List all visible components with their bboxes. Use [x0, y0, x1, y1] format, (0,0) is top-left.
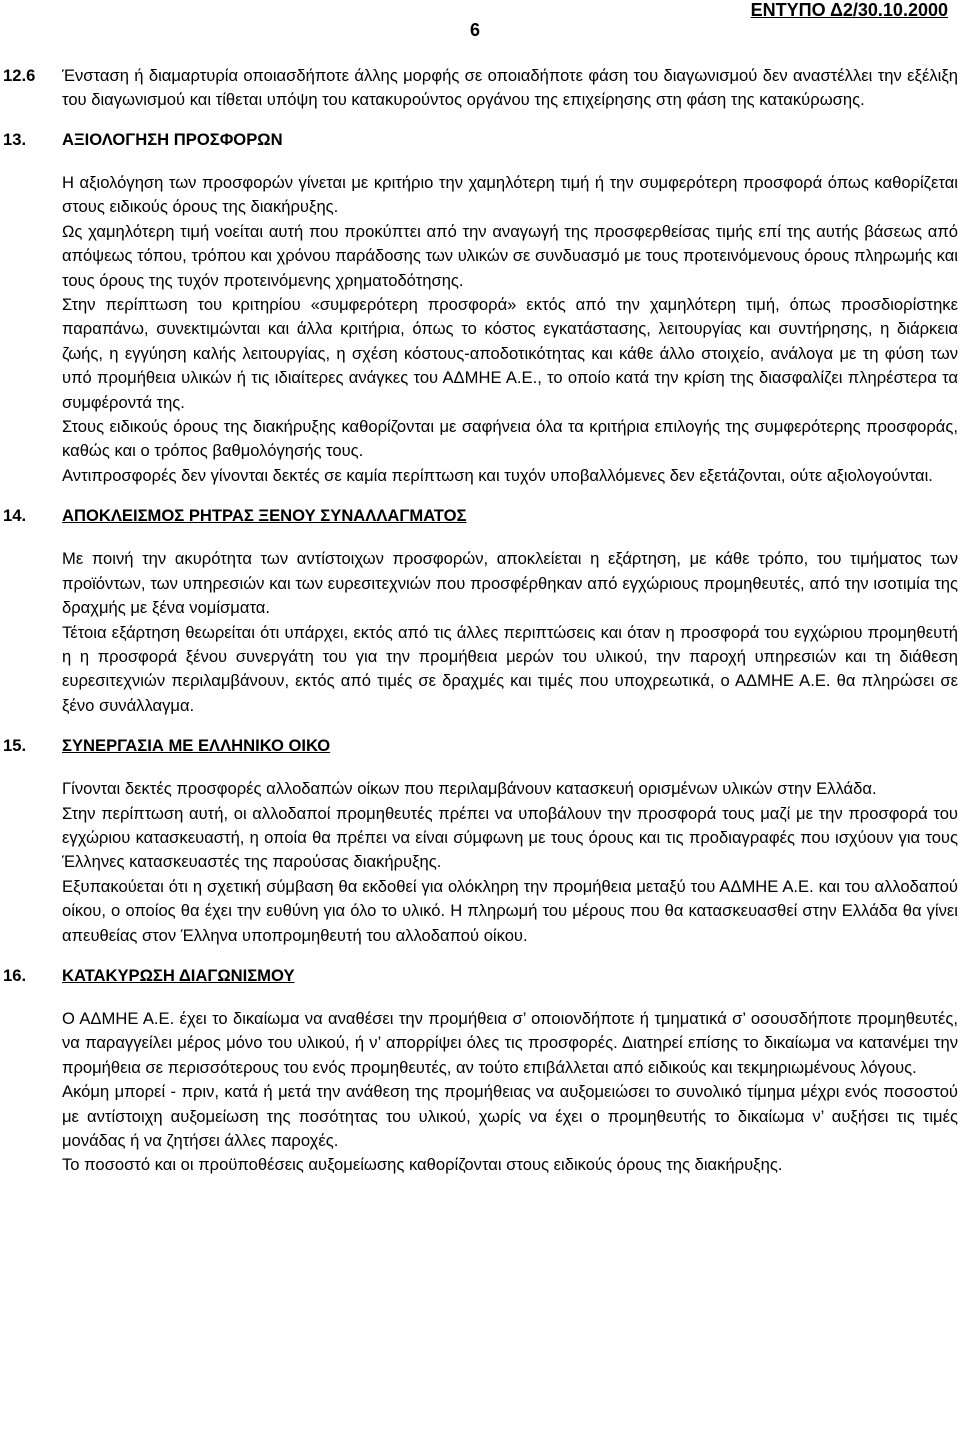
section-title: ΑΞΙΟΛΟΓΗΣΗ ΠΡΟΣΦΟΡΩΝ: [62, 130, 283, 149]
paragraph: Εξυπακούεται ότι η σχετική σύμβαση θα εκδοθεί για ολόκληρη την προμήθεια μεταξύ του ΑΔΜΗΕ Α.Ε. και του αλλοδαπού οίκου, ο οποίος θα έχει την ευθύνη για όλο το υλικό. Η πληρωμή του μέρους που θα κατασκευασθεί στην Ελλάδα θα γίνει απευθείας στον Έλληνα υποπρομηθευτή του αλλοδαπού οίκου.: [62, 876, 958, 945]
paragraph: Στους ειδικούς όρους της διακήρυξης καθορίζονται με σαφήνεια όλα τα κριτήρια επιλογής της συμφερότερης προσφοράς, καθώς και ο τρόπος βαθμολόγησής τους.: [62, 417, 958, 461]
paragraph: Αντιπροσφορές δεν γίνονται δεκτές σε καμία περίπτωση και τυχόν υποβαλλόμενες δεν εξετάζονται, ούτε αξιολογούνται.: [62, 465, 933, 485]
section-number: 16.: [3, 965, 27, 985]
paragraph: Τέτοια εξάρτηση θεωρείται ότι υπάρχει, εκτός από τις άλλες περιπτώσεις και όταν η προσφορά του εγχώριου προμηθευτή η η προσφορά ξένου συνεργάτη του για την προμήθεια μερών του υλικού, την παροχή υπηρεσιών και τη διάθεση ευρεσιτεχνιών περιλαμβάνουν, εκτός από τιμές σε δραχμές και τιμές που υποχρεωτικά, ο ΑΔΜΗΕ Α.Ε. θα πληρώσει σε ξένο συνάλλαγμα.: [62, 622, 958, 715]
paragraph: Ο ΑΔΜΗΕ Α.Ε. έχει το δικαίωμα να αναθέσει την προμήθεια σ’ οποιονδήποτε ή τμηματικά σ’ οσουσδήποτε προμηθευτές, να παραγγείλει μέρος μόνο του υλικού, ή ν’ απορρίψει όλες τις προσφορές. Διατηρεί επίσης το δικαίωμα να κατανέμει την προμήθεια σε περισσότερους του ενός προμηθευτές, αν τούτο επιβάλλεται από ειδικούς και τεκμηριωμένους λόγους.: [62, 1008, 958, 1077]
section-15-heading: [3, 734, 958, 758]
document-content: [3, 64, 958, 1178]
section-14-heading: [3, 504, 958, 528]
section-number: 15.: [3, 736, 27, 756]
section-13-heading: [3, 128, 958, 152]
section-14-body: [62, 547, 958, 718]
paragraph: Ως χαμηλότερη τιμή νοείται αυτή που προκύπτει από την αναγωγή της προσφερθείσας τιμής επί της αυτής βάσεως από απόψεως τόπου, τρόπου και χρόνου παράδοσης των υλικών σε συνδυασμό με τους προτεινόμενους όρους πληρωμής και τους όρους της τυχόν προτεινόμενης χρηματοδότησης.: [62, 221, 958, 290]
section-title: ΚΑΤΑΚΥΡΩΣΗ ΔΙΑΓΩΝΙΣΜΟΥ: [62, 965, 295, 985]
clause-number: 12.6: [3, 66, 36, 85]
paragraph: Με ποινή την ακυρότητα των αντίστοιχων προσφορών, αποκλείεται η εξάρτηση, με κάθε τρόπο, του τιμήματος των προϊόντων, των υπηρεσιών και των ευρεσιτεχνιών που προσφέρθηκαν από εγχώριους προμηθευτές, από την ισοτιμία της δραχμής με ξένα νομίσματα.: [62, 549, 958, 618]
section-15-body: [62, 777, 958, 948]
paragraph: Γίνονται δεκτές προσφορές αλλοδαπών οίκων που περιλαμβάνουν κατασκευή ορισμένων υλικών στην Ελλάδα.: [62, 779, 877, 799]
clause-12-6: [3, 64, 958, 112]
paragraph: Η αξιολόγηση των προσφορών γίνεται με κριτήριο την χαμηλότερη τιμή ή την συμφερότερη προσφορά όπως καθορίζεται στους ειδικούς όρους της διακήρυξης.: [62, 173, 958, 217]
section-16-heading: [3, 964, 958, 988]
section-title: ΑΠΟΚΛΕΙΣΜΟΣ ΡΗΤΡΑΣ ΞΕΝΟΥ ΣΥΝΑΛΛΑΓΜΑΤΟΣ: [62, 506, 467, 526]
section-number: 14.: [3, 506, 27, 526]
section-16-body: [62, 1007, 958, 1178]
paragraph: Το ποσοστό και οι προϋποθέσεις αυξομείωσης καθορίζονται στους ειδικούς όρους της διακήρυξης.: [62, 1155, 783, 1175]
section-title: ΣΥΝΕΡΓΑΣΙΑ ΜΕ ΕΛΛΗΝΙΚΟ ΟΙΚΟ: [62, 736, 331, 756]
form-code: ΕΝΤΥΠΟ Δ2/30.10.2000: [750, 0, 948, 20]
section-13-body: [62, 171, 958, 488]
paragraph: Στην περίπτωση αυτή, οι αλλοδαποί προμηθευτές πρέπει να υποβάλουν την προσφορά τους μαζί με την προσφορά του εγχώριου κατασκευαστή, η οποία θα πρέπει να είναι σύμφωνη με τους όρους και τις προδιαγραφές που ισχύουν για τους Έλληνες κατασκευαστές της παρούσας διακήρυξης.: [62, 803, 958, 872]
paragraph: Ακόμη μπορεί - πριν, κατά ή μετά την ανάθεση της προμήθειας να αυξομειώσει το συνολικό τίμημα μέχρι ενός ποσοστού με αντίστοιχη αυξομείωση της ποσότητας του υλικού, χωρίς να έχει ο προμηθευτής το δικαίωμα ν’ αυξήσει τις τιμές μονάδας ή να ζητήσει άλλες παροχές.: [62, 1082, 958, 1150]
page-number: 6: [470, 20, 481, 40]
clause-text: Ένσταση ή διαμαρτυρία οποιασδήποτε άλλης μορφής σε οποιαδήποτε φάση του διαγωνισμού δεν αναστέλλει την εξέλιξη του διαγωνισμού και τίθεται υπόψη του κατακυρούντος οργάνου της επιχείρησης στη φάση της κατακύρωσης.: [62, 66, 958, 109]
section-number: 13.: [3, 130, 27, 149]
paragraph: Στην περίπτωση του κριτηρίου «συμφερότερη προσφορά» εκτός από την χαμηλότερη τιμή, όπως προσδιορίστηκε παραπάνω, συνεκτιμώνται και άλλα κριτήρια, όπως το κόστος εγκατάστασης, λειτουργίας και συντήρησης, η διάρκεια ζωής, η εγγύηση καλής λειτουργίας, η σχέση κόστους-αποδοτικότητας και κάθε άλλο στοιχείο, ανάλογα με τη φύση των υπό προμήθεια υλικών ή τις ιδιαίτερες ανάγκες του ΑΔΜΗΕ Α.Ε., το οποίο κατά την κρίση της διασφαλίζει πληρέστερα τα συμφέροντά της.: [62, 295, 958, 412]
